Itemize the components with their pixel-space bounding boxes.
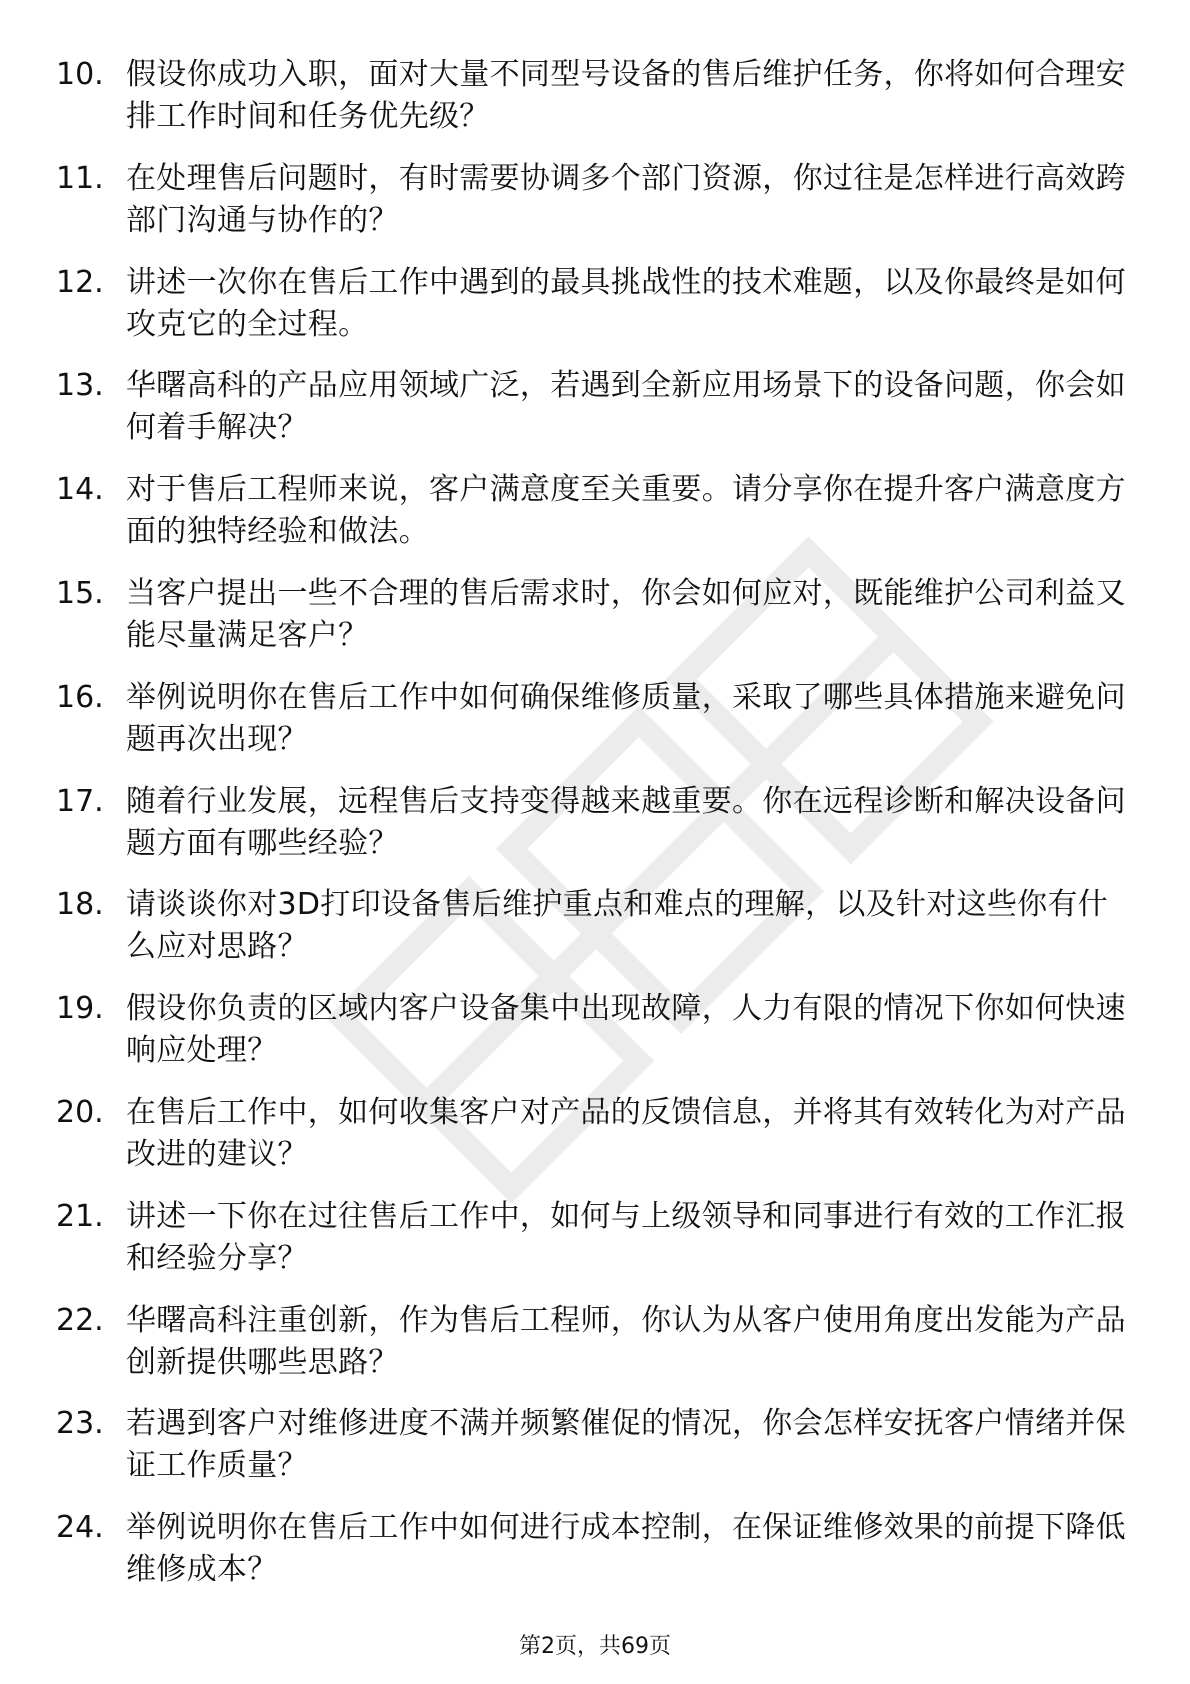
question-item <box>56 1092 1136 1196</box>
question-text: 华曙高科注重创新，作为售后工程师，你认为从客户使用角度出发能为产品创新提供哪些思路？ <box>126 1302 1126 1380</box>
question-number: 23. <box>56 1406 104 1442</box>
question-item <box>56 54 1136 158</box>
question-number: 15. <box>56 575 104 611</box>
question-item <box>56 781 1136 885</box>
question-text: 讲述一次你在售后工作中遇到的最具挑战性的技术难题，以及你最终是如何攻克它的全过程。 <box>126 264 1126 342</box>
question-text: 对于售后工程师来说，客户满意度至关重要。请分享你在提升客户满意度方面的独特经验和做法。 <box>126 472 1126 550</box>
question-text: 假设你成功入职，面对大量不同型号设备的售后维护任务，你将如何合理安排工作时间和任务优先级？ <box>126 57 1126 134</box>
question-number: 14. <box>56 472 104 508</box>
question-item <box>56 1300 1136 1404</box>
question-number: 17. <box>56 783 104 819</box>
question-item <box>56 988 1136 1092</box>
page-footer: 第2页，共69页 <box>519 1634 671 1659</box>
question-number: 18. <box>56 887 104 923</box>
question-number: 24. <box>56 1510 104 1546</box>
question-item <box>56 573 1136 677</box>
question-text: 请谈谈你对3D打印设备售后维护重点和难点的理解，以及针对这些你有什么应对思路？ <box>126 887 1109 965</box>
question-text: 当客户提出一些不合理的售后需求时，你会如何应对，既能维护公司利益又能尽量满足客户？ <box>126 575 1126 653</box>
question-item <box>56 677 1136 781</box>
question-number: 12. <box>56 264 104 300</box>
question-text: 若遇到客户对维修进度不满并频繁催促的情况，你会怎样安抚客户情绪并保证工作质量？ <box>126 1406 1126 1484</box>
question-item <box>56 158 1136 262</box>
question-item <box>56 1403 1136 1507</box>
question-item <box>56 469 1136 573</box>
question-number: 22. <box>56 1302 104 1338</box>
question-text: 在售后工作中，如何收集客户对产品的反馈信息，并将其有效转化为对产品改进的建议？ <box>126 1094 1126 1172</box>
question-item <box>56 365 1136 469</box>
question-number: 10. <box>56 57 104 92</box>
question-text: 讲述一下你在过往售后工作中，如何与上级领导和同事进行有效的工作汇报和经验分享？ <box>126 1198 1126 1276</box>
question-text: 举例说明你在售后工作中如何确保维修质量，采取了哪些具体措施来避免问题再次出现？ <box>126 679 1126 757</box>
question-item <box>56 884 1136 988</box>
question-number: 19. <box>56 991 104 1027</box>
question-item <box>56 262 1136 366</box>
question-number: 20. <box>56 1094 104 1130</box>
question-item <box>56 1196 1136 1300</box>
question-number: 13. <box>56 368 104 404</box>
question-number: 11. <box>56 160 104 196</box>
question-text: 随着行业发展，远程售后支持变得越来越重要。你在远程诊断和解决设备问题方面有哪些经验？ <box>126 783 1126 861</box>
question-text: 假设你负责的区域内客户设备集中出现故障，人力有限的情况下你如何快速响应处理？ <box>126 991 1126 1069</box>
question-list <box>56 54 1136 1611</box>
question-item <box>56 1507 1136 1611</box>
question-text: 华曙高科的产品应用领域广泛，若遇到全新应用场景下的设备问题，你会如何着手解决？ <box>126 368 1126 446</box>
question-number: 21. <box>56 1198 104 1234</box>
question-text: 在处理售后问题时，有时需要协调多个部门资源，你过往是怎样进行高效跨部门沟通与协作的？ <box>126 160 1126 238</box>
question-text: 举例说明你在售后工作中如何进行成本控制，在保证维修效果的前提下降低维修成本？ <box>126 1510 1126 1588</box>
question-number: 16. <box>56 679 104 715</box>
